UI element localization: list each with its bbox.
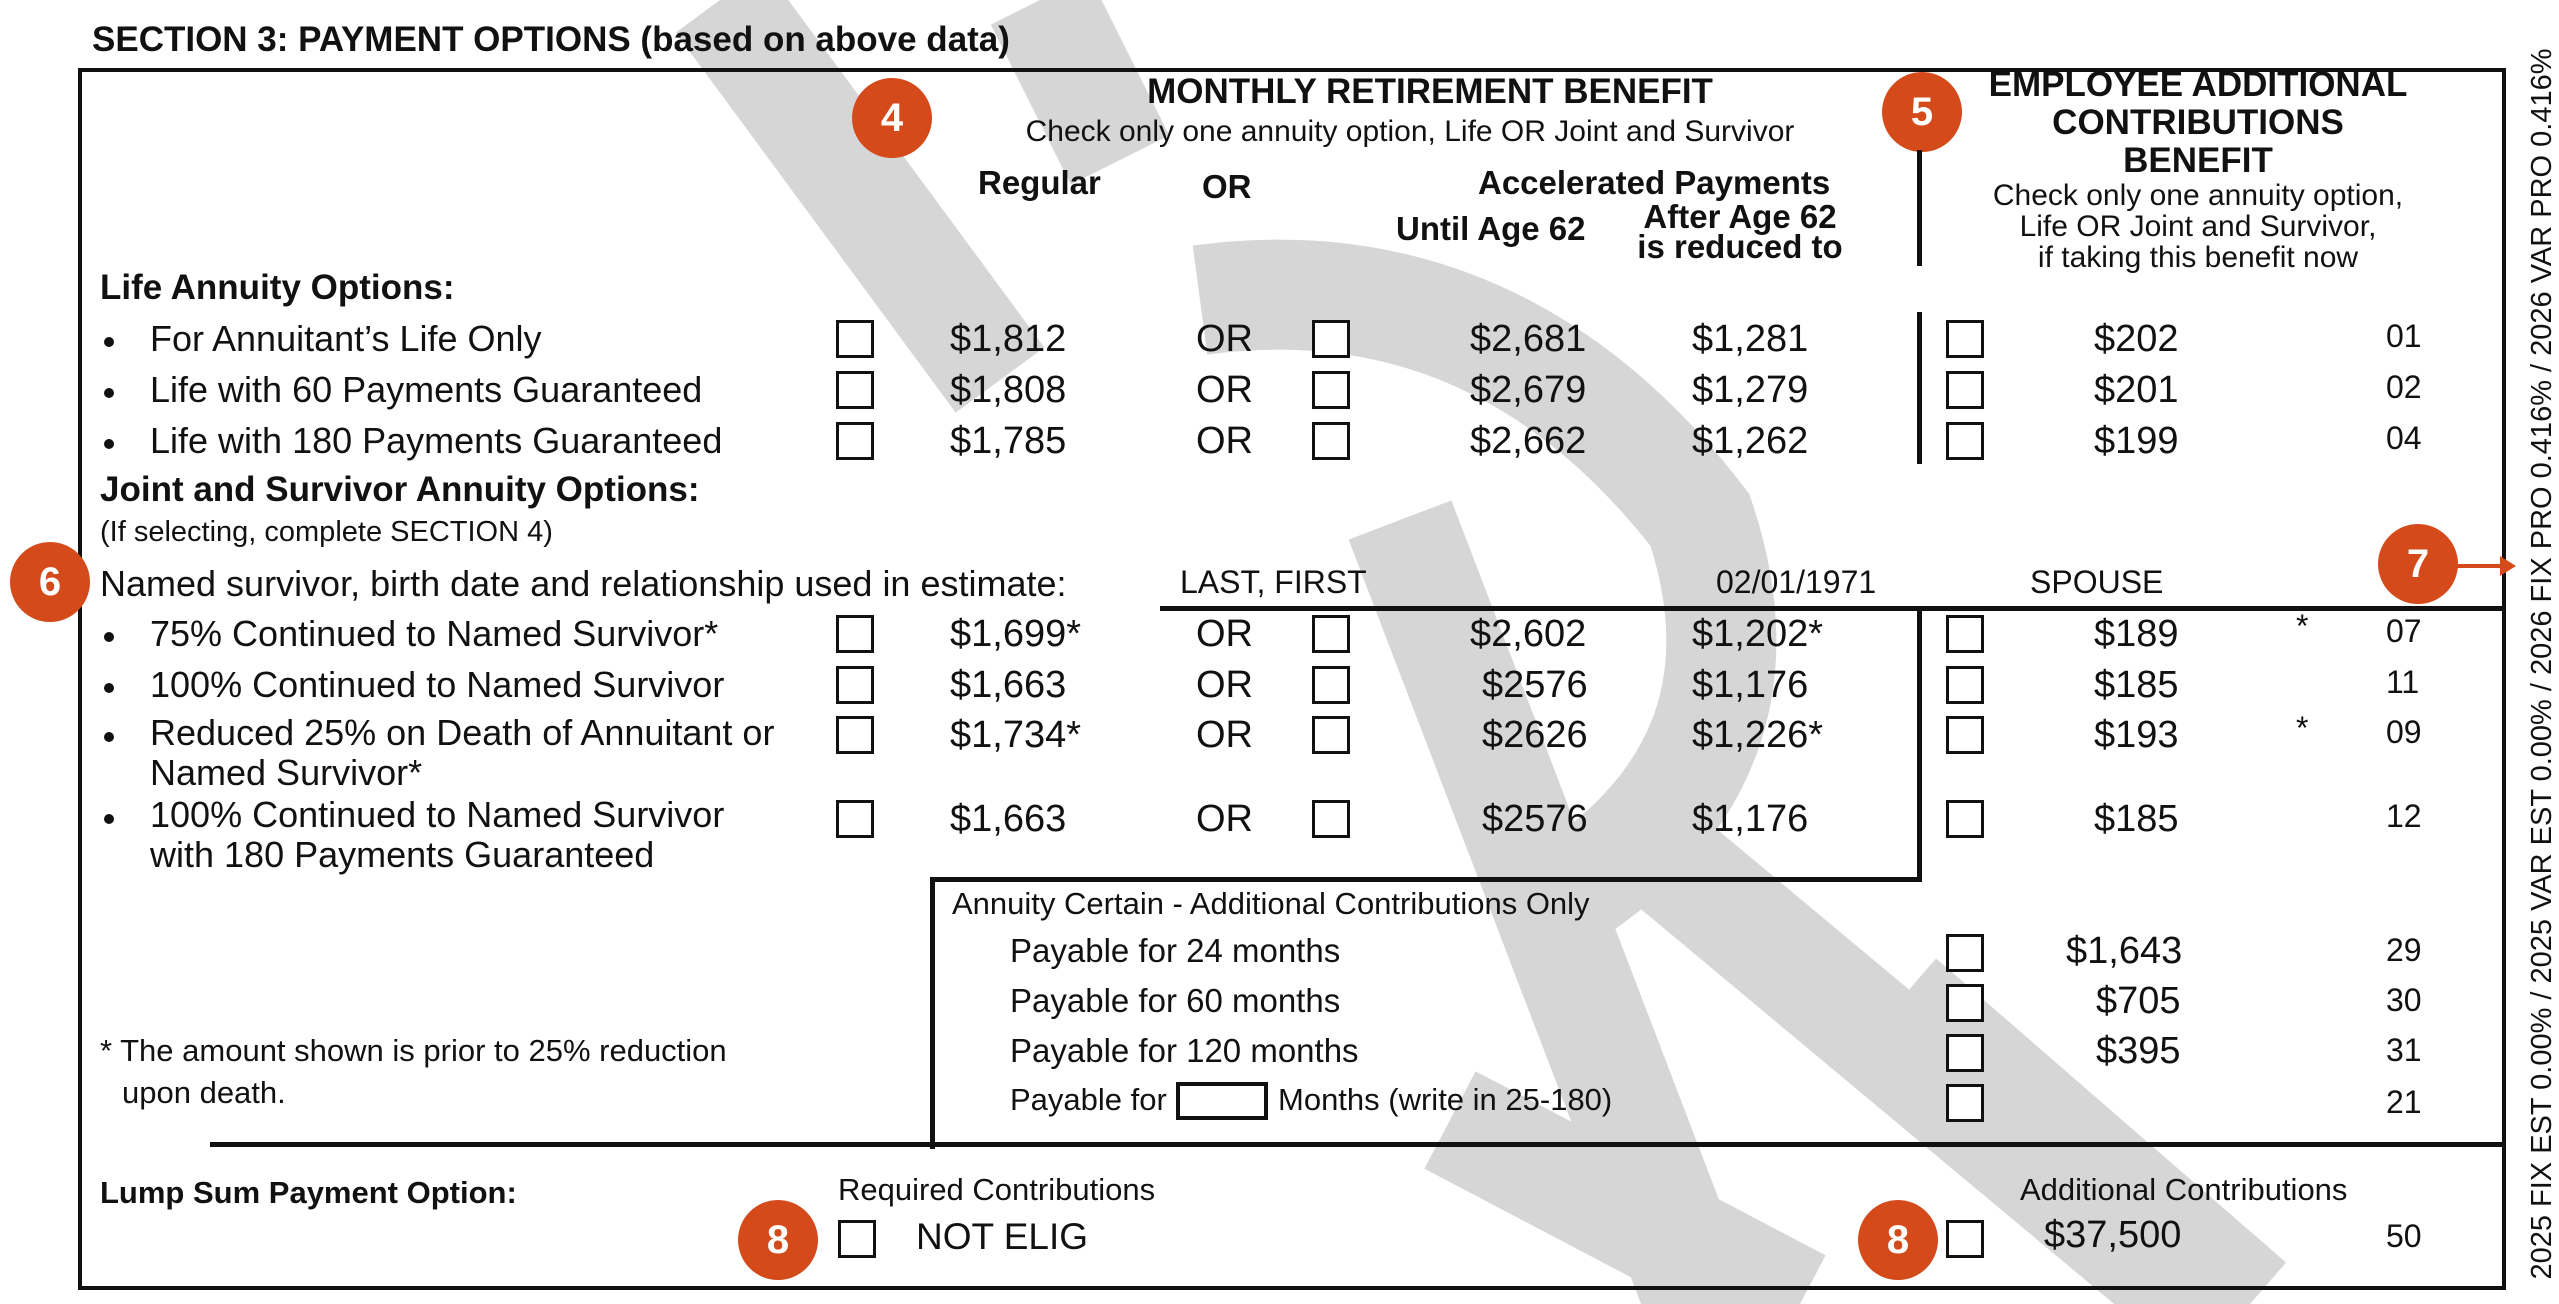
additional-contributions-label: Additional Contributions (2020, 1172, 2348, 1207)
arrow-right-icon (2456, 554, 2516, 578)
regular-header: Regular (978, 164, 1101, 201)
write-in-prefix: Payable for (1010, 1082, 1167, 1117)
additional-amount: $185 (2094, 798, 2179, 840)
footnote: * The amount shown is prior to 25% reduction upon death. (100, 1033, 727, 1110)
life-annuity-heading: Life Annuity Options: (100, 268, 455, 307)
accelerated-header: Accelerated Payments (1478, 164, 1831, 201)
after-62-amount: $1,281 (1692, 318, 1809, 360)
option-code: 30 (2386, 982, 2422, 1018)
badge-6: 6 (10, 542, 90, 622)
life-row-label: Life with 180 Payments Guaranteed (150, 420, 723, 461)
badge-7: 7 (2378, 524, 2458, 604)
annuity-certain-heading: Annuity Certain - Additional Contributions Only (952, 886, 1590, 921)
additional-checkbox[interactable] (1946, 615, 1984, 653)
after-62-amount: $1,176 (1692, 798, 1809, 840)
certain-checkbox[interactable] (1946, 1084, 1984, 1122)
additional-amount: $199 (2094, 420, 2179, 462)
additional-contributions-checkbox[interactable] (1946, 1220, 1984, 1258)
until-62-amount: $2,681 (1470, 318, 1587, 360)
life-row-label: For Annuitant’s Life Only (150, 318, 542, 359)
joint-row-label: Reduced 25% on Death of Annuitant or Named Survivor* (150, 712, 775, 793)
regular-checkbox[interactable] (836, 422, 874, 460)
until-62-amount: $2,679 (1470, 369, 1587, 411)
regular-amount: $1,663 (950, 798, 1067, 840)
until-62-amount: $2626 (1482, 714, 1588, 756)
certain-row-label: Payable for 60 months (1010, 982, 1341, 1019)
regular-amount: $1,734* (950, 714, 1082, 756)
option-code: 21 (2386, 1084, 2422, 1120)
after-62-amount: $1,202* (1692, 613, 1824, 655)
regular-checkbox[interactable] (836, 320, 874, 358)
accelerated-checkbox[interactable] (1312, 800, 1350, 838)
after-62-amount: $1,279 (1692, 369, 1809, 411)
additional-amount: $201 (2094, 369, 2179, 411)
write-in-suffix: Months (write in 25-180) (1278, 1082, 1613, 1117)
option-code: 01 (2386, 318, 2422, 354)
regular-checkbox[interactable] (836, 666, 874, 704)
life-row-label: Life with 60 Payments Guaranteed (150, 369, 703, 410)
monthly-benefit-title: MONTHLY RETIREMENT BENEFIT (1147, 72, 1713, 111)
accelerated-checkbox[interactable] (1312, 716, 1350, 754)
regular-checkbox[interactable] (836, 371, 874, 409)
employee-benefit-title: EMPLOYEE ADDITIONAL CONTRIBUTIONS BENEFIT (1988, 65, 2408, 180)
after-62-amount: $1,262 (1692, 420, 1809, 462)
regular-amount: $1,808 (950, 369, 1067, 411)
accelerated-checkbox[interactable] (1312, 666, 1350, 704)
option-code: 29 (2386, 932, 2422, 968)
lump-sum-divider (210, 1142, 2506, 1147)
regular-amount: $1,785 (950, 420, 1067, 462)
section-title: SECTION 3: PAYMENT OPTIONS (based on above data) (92, 20, 1010, 59)
required-contributions-label: Required Contributions (838, 1172, 1156, 1207)
until-62-amount: $2,602 (1470, 613, 1587, 655)
additional-checkbox[interactable] (1946, 320, 1984, 358)
option-code: 31 (2386, 1032, 2422, 1068)
lump-sum-label: Lump Sum Payment Option: (100, 1175, 517, 1210)
or-header: OR (1202, 168, 1252, 205)
option-code: 11 (2386, 664, 2420, 700)
named-survivor-label: Named survivor, birth date and relationship used in estimate: (100, 563, 1067, 604)
accelerated-checkbox[interactable] (1312, 615, 1350, 653)
or-label: OR (1196, 664, 1253, 706)
employee-benefit-instruction: Check only one annuity option, Life OR Joint and Survivor, if taking this benefit now (1992, 179, 2404, 274)
certain-amount: $395 (2096, 1030, 2181, 1072)
option-code: 09 (2386, 714, 2422, 750)
or-label: OR (1196, 714, 1253, 756)
or-label: OR (1196, 613, 1253, 655)
after-62-amount: $1,226* (1692, 714, 1824, 756)
regular-amount: $1,663 (950, 664, 1067, 706)
regular-amount: $1,699* (950, 613, 1082, 655)
badge-8-required: 8 (738, 1200, 818, 1280)
option-code: 04 (2386, 420, 2422, 456)
additional-amount: $185 (2094, 664, 2179, 706)
life-divider (1917, 312, 1922, 464)
additional-amount: $202 (2094, 318, 2179, 360)
additional-checkbox[interactable] (1946, 716, 1984, 754)
certain-top-divider (930, 877, 1922, 882)
not-eligible-text: NOT ELIG (916, 1216, 1089, 1257)
certain-row-label: Payable for 24 months (1010, 932, 1341, 969)
until-62-header: Until Age 62 (1396, 210, 1586, 247)
or-label: OR (1196, 798, 1253, 840)
joint-annuity-note: (If selecting, complete SECTION 4) (100, 516, 553, 548)
survivor-name: LAST, FIRST (1180, 564, 1367, 600)
certain-checkbox[interactable] (1946, 934, 1984, 972)
regular-checkbox[interactable] (836, 800, 874, 838)
survivor-birth-date: 02/01/1971 (1716, 564, 1877, 600)
regular-checkbox[interactable] (836, 615, 874, 653)
joint-annuity-heading: Joint and Survivor Annuity Options: (100, 470, 700, 509)
certain-left-divider (930, 877, 935, 1149)
accelerated-checkbox[interactable] (1312, 422, 1350, 460)
joint-row-label: 100% Continued to Named Survivor with 180 Payments Guaranteed (150, 794, 725, 875)
side-version-text: 2025 FIX EST 0.00% / 2025 VAR EST 0.00% / 2026 FIX PRO 0.416% / 2026 VAR PRO 0.416% (2526, 48, 2558, 1280)
joint-row-label: 100% Continued to Named Survivor (150, 664, 725, 705)
additional-checkbox[interactable] (1946, 422, 1984, 460)
joint-row-label: 75% Continued to Named Survivor* (150, 613, 719, 654)
certain-amount: $705 (2096, 980, 2181, 1022)
until-62-amount: $2,662 (1470, 420, 1587, 462)
asterisk-marker: * (2296, 608, 2309, 644)
option-code: 12 (2386, 798, 2422, 834)
badge-4: 4 (852, 78, 932, 158)
additional-amount: $189 (2094, 613, 2179, 655)
additional-checkbox[interactable] (1946, 371, 1984, 409)
regular-amount: $1,812 (950, 318, 1067, 360)
badge-5: 5 (1882, 72, 1962, 152)
after-62-header: After Age 62 is reduced to (1637, 198, 1843, 265)
certain-checkbox[interactable] (1946, 984, 1984, 1022)
regular-checkbox[interactable] (836, 716, 874, 754)
option-code: 50 (2386, 1218, 2422, 1254)
additional-checkbox[interactable] (1946, 666, 1984, 704)
joint-divider (1917, 606, 1922, 882)
asterisk-marker: * (2296, 710, 2309, 746)
additional-checkbox[interactable] (1946, 800, 1984, 838)
monthly-benefit-instruction: Check only one annuity option, Life OR Joint and Survivor (1025, 115, 1795, 148)
certain-checkbox[interactable] (1946, 1034, 1984, 1072)
header-divider (1917, 150, 1922, 266)
until-62-amount: $2576 (1482, 798, 1588, 840)
accelerated-checkbox[interactable] (1312, 320, 1350, 358)
badge-8-additional: 8 (1858, 1200, 1938, 1280)
lump-sum-amount: $37,500 (2044, 1214, 2182, 1256)
required-contributions-checkbox[interactable] (838, 1220, 876, 1258)
after-62-amount: $1,176 (1692, 664, 1809, 706)
months-write-in-field[interactable] (1176, 1082, 1268, 1120)
additional-amount: $193 (2094, 714, 2179, 756)
or-label: OR (1196, 420, 1253, 462)
option-code: 02 (2386, 369, 2422, 405)
or-label: OR (1196, 369, 1253, 411)
or-label: OR (1196, 318, 1253, 360)
until-62-amount: $2576 (1482, 664, 1588, 706)
survivor-relationship: SPOUSE (2030, 564, 2164, 600)
option-code: 07 (2386, 613, 2422, 649)
certain-row-label: Payable for 120 months (1010, 1032, 1359, 1069)
certain-amount: $1,643 (2066, 930, 2183, 972)
accelerated-checkbox[interactable] (1312, 371, 1350, 409)
